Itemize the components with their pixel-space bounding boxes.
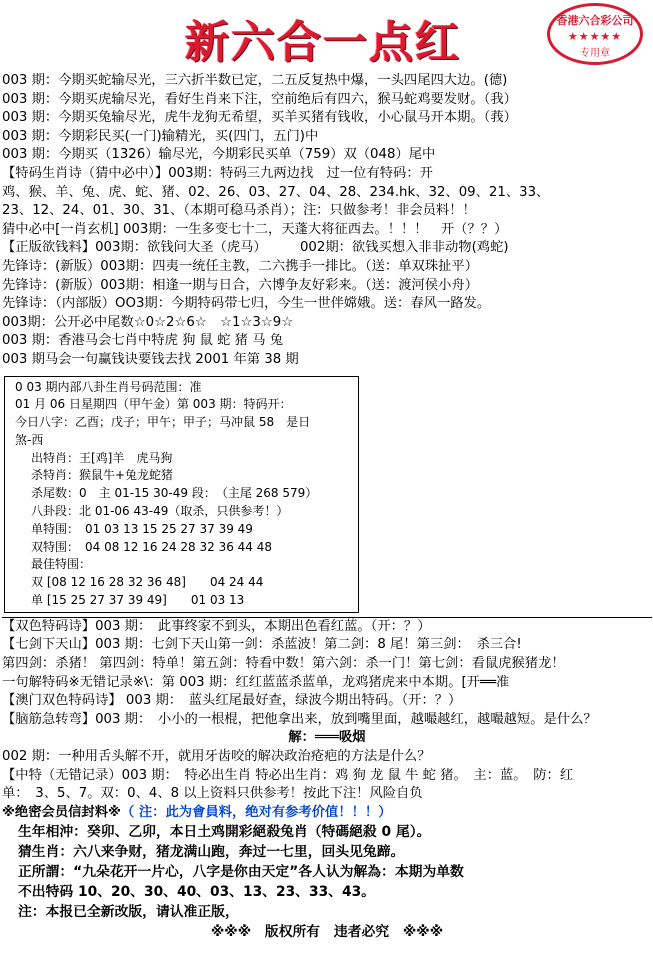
copyright-line: ※※※ 版权所有 违者必究 ※※※: [210, 924, 444, 941]
top-section: [2, 72, 652, 370]
box-line: 单 [15 25 27 37 39 49] 01 03 13: [31, 593, 245, 608]
text-line: 【特码生肖诗（猜中必中）】003期：特码三九两边找 过一位有特码：开: [2, 165, 433, 181]
box-line: 杀特肖：猴鼠牛+兔龙蛇猪: [31, 468, 174, 483]
box-line: 最佳特围：: [31, 557, 92, 572]
text-line: 003 期：今期买兔输尽光，虎牛龙狗无希望，买羊买猪有钱收，小心鼠马开本期。（莪）: [2, 110, 517, 126]
box-line: 杀尾数：0 主 01-15 30-49 段： （主尾 268 579）: [31, 486, 318, 501]
box-line: 八卦段：北 01-06 43-49（取杀，只供参考！）: [31, 504, 289, 519]
text-line: 第四剑：杀猪！ 第四剑：特单！第五剑：特看中数！第六剑：杀一门！第七剑：看鼠虎猴猪龙！: [2, 656, 565, 672]
main-content: [2, 72, 652, 942]
text-line: 003 期：香港马会七肖中特虎 狗 鼠 蛇 猪 马 兔: [2, 333, 284, 349]
page-title: 新六合一点红: [185, 17, 461, 68]
text-line: 生年相沖：癸卯、乙卯，本日土鸡開彩絕殺兔肖（特碼絕殺 0 尾）。: [18, 824, 431, 841]
text-line: 【七剑下天山】003 期：七剑下天山第一剑：杀蓝波！第二剑：8 尾！第三剑： 杀三合!: [2, 637, 522, 653]
box-line: 双 [08 12 16 28 32 36 48] 04 24 44: [31, 575, 264, 590]
text-line: 注：本报已全新改版，请认准正版，: [18, 904, 239, 921]
text-line: 【双色特码诗】003 期： 此事终家不到头，本期出色看红蓝。（开：？）: [2, 618, 431, 634]
text-line: 猜中必中[一肖玄机] 003期：一生多变七十二，天蓬大将征西去。！！！ 开（？？）: [2, 221, 508, 237]
text-line: 003期：公开必中尾数☆0☆2☆6☆ ☆1☆3☆9☆: [2, 314, 294, 330]
member-note: （ 注：此为會員料，绝对有参考价值！！！）: [120, 804, 392, 820]
text-line: 单： 3、5、7。双：0、4、8 以上资料只供参考！按此下注！风险自负: [2, 786, 423, 802]
text-line: 猜生肖：六八来争财，猪龙满山跑，奔过一七里，回头见兔蹄。: [18, 844, 405, 861]
box-line: 双特围： 04 08 12 16 24 28 32 36 44 48: [31, 539, 273, 554]
text-line: 【中特（无错记录）003 期： 特必出生肖 特必出生肖：鸡 狗 龙 鼠 牛 蛇 猪。 主：蓝。 防：红: [2, 767, 574, 783]
text-line: 【澳门双色特码诗】 003 期： 蓝头红尾最好查，绿波今期出特码。（开：？）: [2, 693, 462, 709]
text-line: 不出特码 10、20、30、40、03、13、23、33、43。: [18, 884, 375, 901]
text-line: 002 期：一种用舌头解不开，就用牙齿咬的解决政治疮疤的方法是什么？: [2, 749, 431, 765]
company-seal: [547, 3, 643, 65]
header: [0, 0, 653, 72]
text-line: 003 期：今期买虎输尽光，看好生肖来下注，空前绝后有四六，猴马蛇鸡要发财。（我）: [2, 91, 517, 107]
text-line: 【正版欲钱料】003期：欲钱问大圣（虎马） 002期：欲钱买想入非非动物(鸡蛇): [2, 240, 509, 256]
member-prefix: ※绝密会员信封料※: [2, 804, 121, 820]
text-line: 先锋诗：(新版）003期：相逢一期与日合，六博争友好彩来。（送：渡河侯小舟）: [2, 277, 479, 293]
final-section: [2, 822, 652, 942]
box-line: 出特肖：王[鸡]羊 虎马狗: [31, 450, 173, 465]
seal-line-3: 专用章: [580, 48, 610, 59]
text-line: 先锋诗：（内部版）OO3期：今期特码带七归，今生一世伴嫦娥。送：春风一路发。: [2, 296, 491, 312]
text-line: 【脑筋急转弯】003 期： 小小的一根棍，把他拿出来，放到嘴里面，越嘬越红，越嘬越短。是什么？: [2, 711, 597, 727]
member-heading: [2, 804, 652, 823]
text-line: 一句解特码※无错记录※\：第 003 期：红红蓝蓝杀蓝单，龙鸡猪虎来中本期。[开══准: [2, 674, 510, 690]
box-line: 0 03 期内部八卦生肖号码范围：准: [15, 379, 202, 394]
text-line: 003 期马会一句赢钱诀要钱去找 2001 年第 38 期: [2, 351, 299, 367]
bottom-section: [2, 618, 652, 804]
text-line: 鸡、猴、羊、兔、虎、蛇、猪、02、26、03、27、04、28、234.hk、32、09、21、33、: [2, 184, 550, 200]
box-line: 煞-西: [15, 432, 44, 447]
text-line: 003 期：今期买蛇输尽光，三六折半数已定，二五反复热中爆，一头四尾四大边。(德): [2, 73, 508, 88]
text-line: 003 期：今期买（1326）输尽光，今期彩民买单（759）双（048）尾中: [2, 147, 436, 163]
seal-stars: ★★★★★: [567, 30, 623, 43]
box-line: 01 月 06 日星期四（甲午金）第 003 期：特码开：: [15, 397, 292, 412]
text-line: 23、12、24、01、30、31、（本期可稳马杀肖）；注：只做参考！非会员料！！: [2, 203, 476, 219]
text-line: 003 期：今期彩民买(一门)输精光，买(四门，五门)中: [2, 128, 319, 144]
box-line: 单特围： 01 03 13 15 25 27 37 39 49: [31, 521, 253, 536]
seal-line-1: 香港六合彩公司: [556, 14, 634, 27]
riddle-answer: 解：═══吸烟: [288, 730, 366, 746]
bagua-box: [4, 376, 359, 613]
box-line: 今日八字：乙酉；戊子；甲午；甲子；马冲鼠 58 是日: [15, 415, 311, 430]
text-line: 先锋诗：(新版）003期：四夷一统任主教，二六携手一排比。（送：单双珠扯平）: [2, 258, 479, 274]
text-line: 正所謂：“九朵花开一片心，八字是你由天定”各人认为解為：本期为单数: [18, 864, 464, 881]
